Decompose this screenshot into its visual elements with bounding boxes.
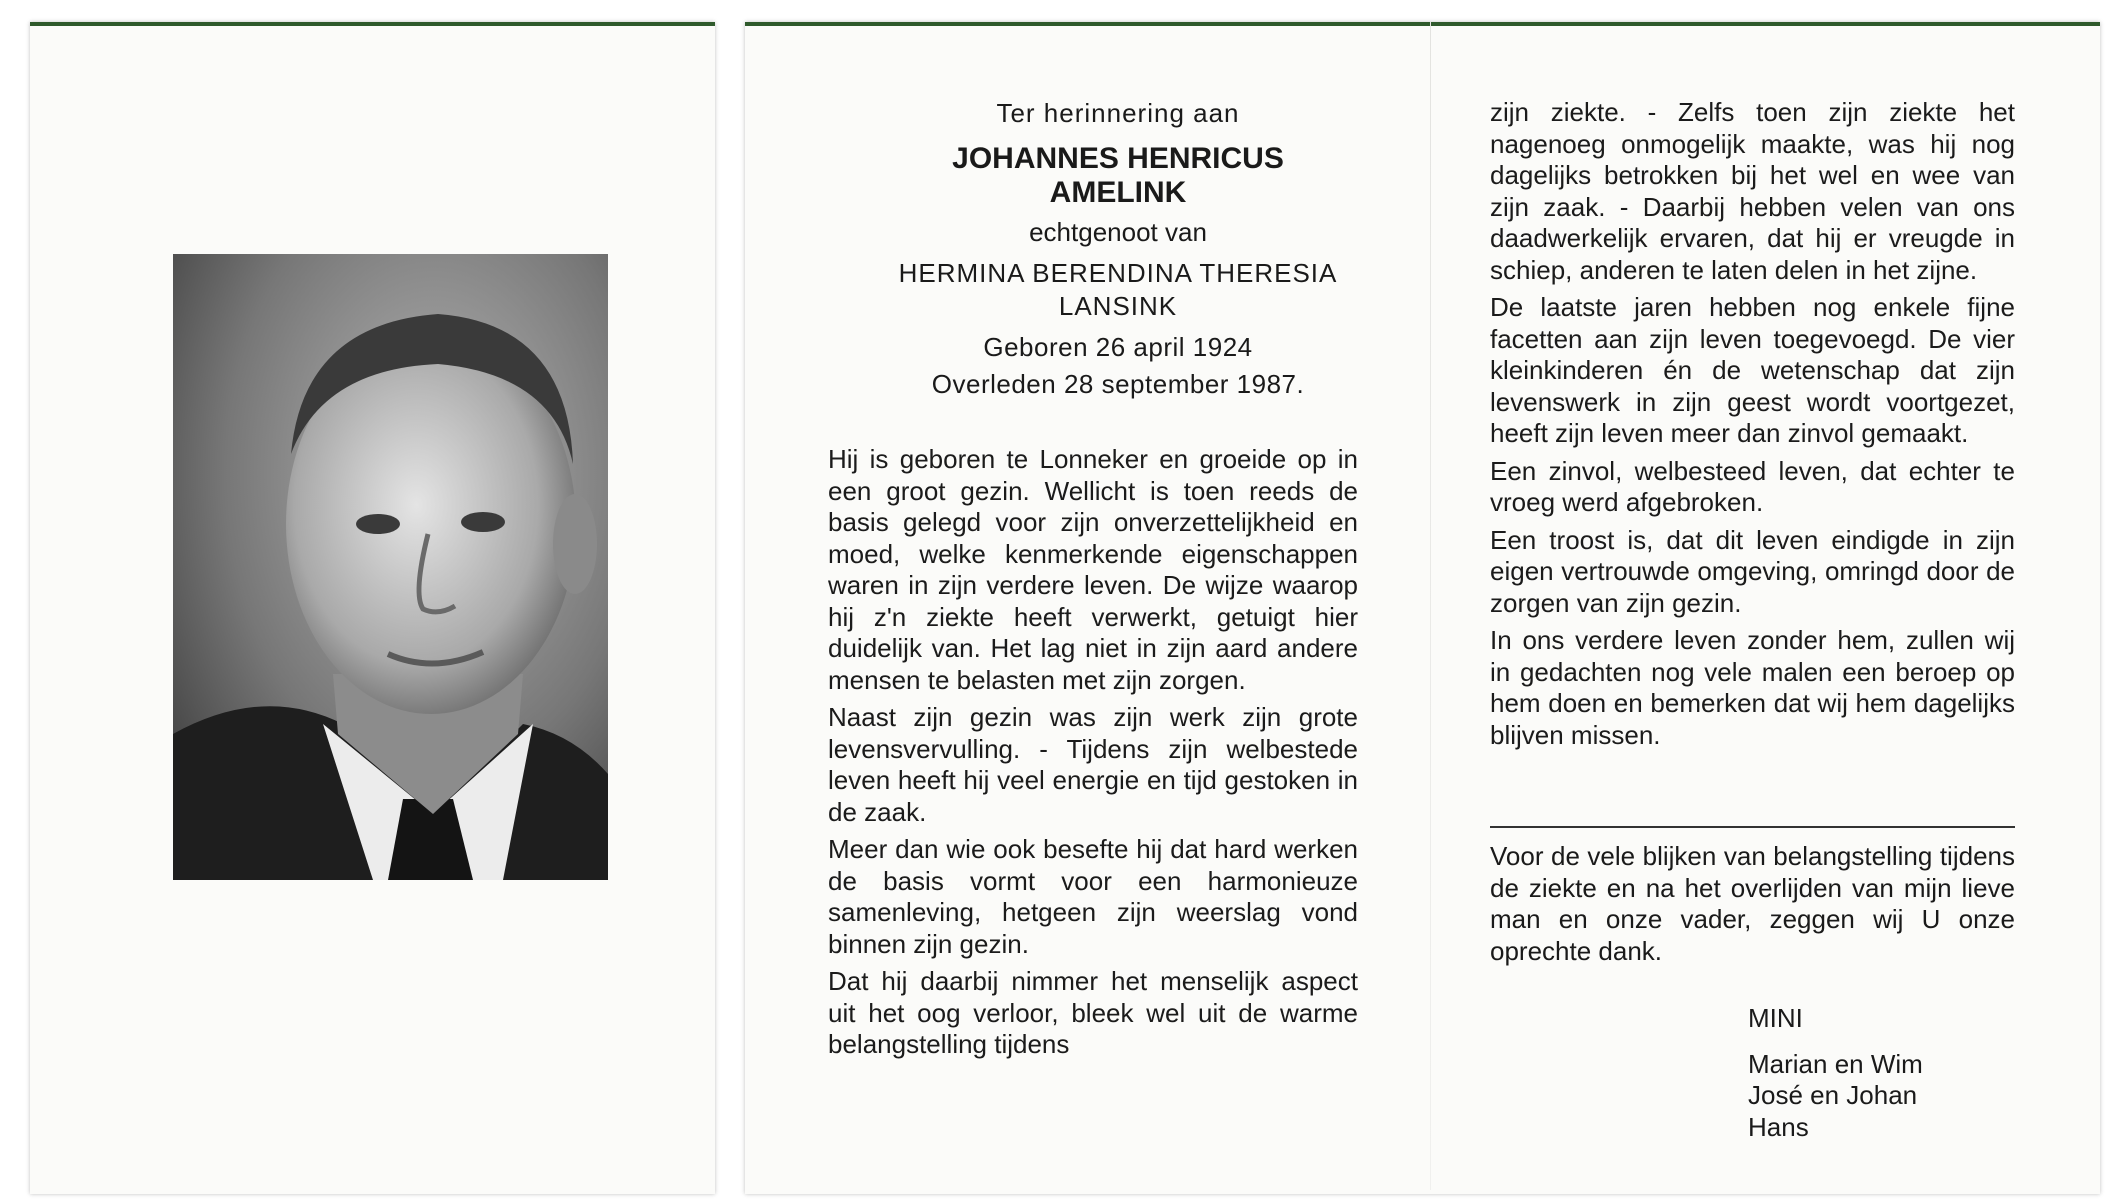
card-fold-line (1430, 22, 1431, 1190)
portrait-illustration (173, 254, 608, 880)
intro-line: Ter herinnering aan (996, 98, 1240, 128)
family-member: Hans (1748, 1111, 1809, 1142)
paragraph: Een troost is, dat dit leven eindigde in zijn eigen vertrouwde omgeving, omringd door de zorgen van zijn gezin. (1490, 524, 2015, 618)
deceased-name-line2: AMELINK (1049, 176, 1187, 209)
paragraph: Hij is geboren te Lonneker en groeide op in een groot gezin. Wellicht is toen reeds de basis gelegd voor zijn onverzettelijkheid en moed, welke kenmerkende eigenschappen waren in zijn verdere leven. De wijze waarop hij z'n ziekte heeft verwerkt, getuigt hier duidelijk van. Het lag niet in zijn aard andere mensen te belasten met zijn zorgen. (828, 444, 1358, 695)
life-dates (828, 329, 1408, 403)
death-date: Overleden 28 september 1987. (931, 369, 1305, 399)
deceased-name (828, 142, 1408, 210)
family-member: Marian en Wim (1748, 1048, 1923, 1079)
signoff-widow: MINI (1748, 1003, 1803, 1033)
divider (1490, 826, 2015, 828)
spouse-label: echtgenoot van (1029, 217, 1207, 247)
family-member: José en Johan (1748, 1080, 1918, 1110)
spouse-name-line1: HERMINA BERENDINA THERESIA (898, 258, 1338, 288)
spouse-name-line2: LANSINK (1058, 291, 1178, 321)
biography-column-right (1490, 97, 2015, 757)
left-card-panel (30, 22, 715, 1194)
paragraph: zijn ziekte. - Zelfs toen zijn ziekte het nagenoeg onmogelijk maakte, was hij nog dagelijks betrokken bij het wel en wee van zijn zaak. - Daarbij hebben velen van ons daadwerkelijk ervaren, dat hij er vreugde in schiep, anderen te laten delen in het zijne. (1490, 97, 2015, 285)
paragraph: Naast zijn gezin was zijn werk zijn grote levensvervulling. - Tijdens zijn welbestede leven heeft hij veel energie en tijd gestoken in de zaak. (828, 702, 1358, 827)
paragraph: Meer dan wie ook besefte hij dat hard werken de basis vormt voor een harmonieuze samenleving, hetgeen zijn weerslag vond binnen zijn gezin. (828, 834, 1358, 959)
deceased-name-line1: JOHANNES HENRICUS (952, 142, 1284, 175)
thank-you-note: Voor de vele blijken van belangstelling tijdens de ziekte en na het overlijden van mijn lieve man en onze vader, zeggen wij U onze oprechte dank. (1490, 841, 2015, 966)
memorial-header (828, 97, 1408, 403)
birth-date: Geboren 26 april 1924 (983, 332, 1253, 362)
paragraph: In ons verdere leven zonder hem, zullen wij in gedachten nog vele malen een beroep op hem doen en bemerken dat wij hem dagelijks blijven missen. (1490, 625, 2015, 750)
paragraph: Dat hij daarbij nimmer het menselijk aspect uit het oog verloor, bleek wel uit de warme belangstelling tijdens (828, 966, 1358, 1059)
biography-column-left (828, 444, 1358, 1067)
portrait-photo (173, 254, 608, 880)
signoff (1748, 1003, 1923, 1143)
signoff-family (1748, 1049, 1923, 1144)
paragraph: De laatste jaren hebben nog enkele fijne facetten aan zijn leven toegevoegd. De vier kleinkinderen én de wetenschap dat zijn levenswerk in zijn geest wordt voortgezet, heeft zijn leven meer dan zinvol gemaakt. (1490, 292, 2015, 448)
paragraph: Een zinvol, welbesteed leven, dat echter te vroeg werd afgebroken. (1490, 455, 2015, 517)
spouse-name (828, 257, 1408, 323)
